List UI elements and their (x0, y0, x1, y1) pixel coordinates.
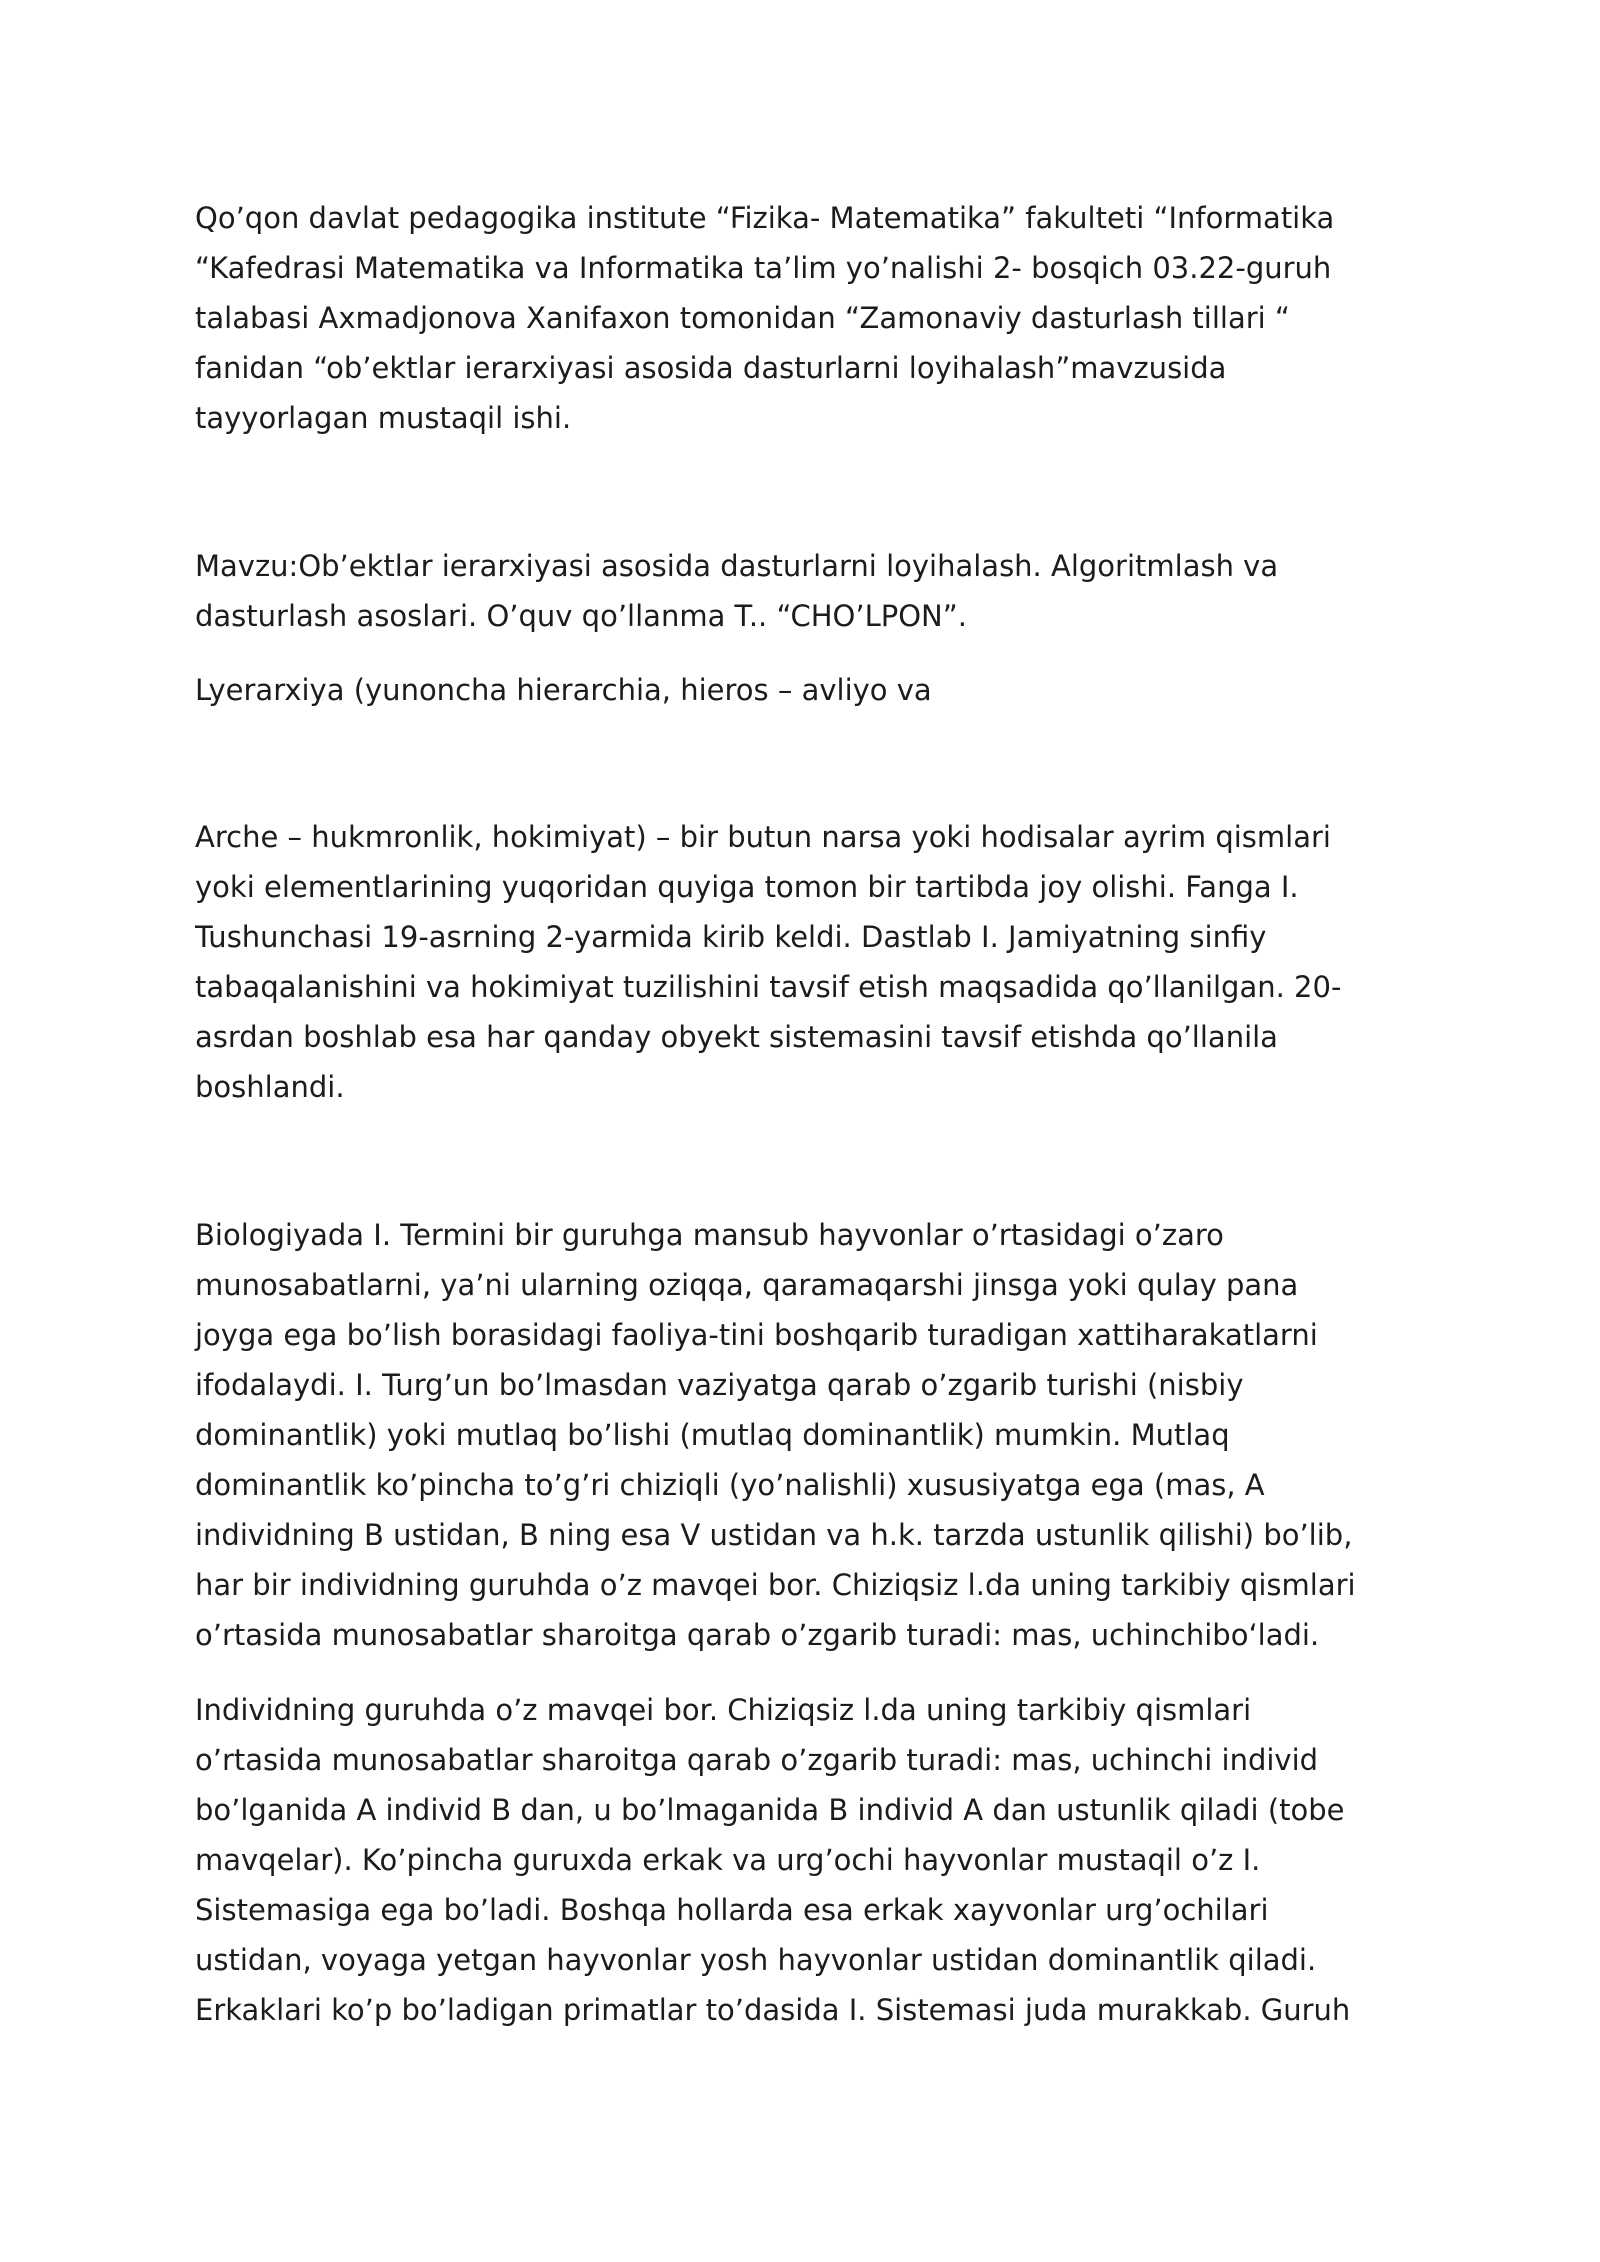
definition-paragraph: Lyerarxiya (yunoncha hierarchia, hieros – avliyo va (195, 673, 932, 707)
individual-paragraph: Individning guruhda o’z mavqei bor. Chiziqsiz l.da uning tarkibiy qismlari o’rtasida munosabatlar sharoitga qarab o’zgarib turadi: mas, uchinchi individ bo’lganida A individ B dan, u bo’lmaganida B individ A dan ustunlik qiladi (tobe mavqelar). Ko’pincha guruxda erkak va urg’ochi hayvonlar mustaqil o’z I. Sistemasiga ega bo’ladi. Boshqa hollarda esa erkak xayvonlar urg’ochilari ustidan, voyaga yetgan hayvonlar yosh hayvonlar ustidan dominantlik qiladi. Erkaklari ko’p bo’ladigan primatlar to’dasida I. Sistemasi juda murakkab. Guruh (195, 1693, 1351, 2027)
topic-paragraph: Mavzu:Ob’ektlar ierarxiyasi asosida dasturlarni loyihalash. Algoritmlash va dasturlash asoslari. O’quv qo’llanma T.. “CHO’LPON”. (195, 549, 1279, 633)
history-paragraph: Arche – hukmronlik, hokimiyat) – bir butun narsa yoki hodisalar ayrim qismlari yoki elementlarining yuqoridan quyiga tomon bir tartibda joy olishi. Fanga I. Tushunchasi 19-asrning 2-yarmida kirib keldi. Dastlab I. Jamiyatning sinfiy tabaqalanishini va hokimiyat tuzilishini tavsif etish maqsadida qo’llanilgan. 20- asrdan boshlab esa har qanday obyekt sistemasini tavsif etishda qo’llanila boshlandi. (195, 820, 1342, 1104)
biology-paragraph: Biologiyada I. Termini bir guruhga mansub hayvonlar o’rtasidagi o’zaro munosabatlarni, ya’ni ularning oziqqa, qaramaqarshi jinsga yoki qulay pana joyga ega bo’lish borasidagi faoliya-tini boshqarib turadigan xattiharakatlarni ifodalaydi. I. Turg’un bo’lmasdan vaziyatga qarab o’zgarib turishi (nisbiy dominantlik) yoki mutlaq bo’lishi (mutlaq dominantlik) mumkin. Mutlaq dominantlik ko’pincha to’g’ri chiziqli (yo’nalishli) xususiyatga ega (mas, A individning B ustidan, B ning esa V ustidan va h.k. tarzda ustunlik qilishi) bo’lib, har bir individning guruhda o’z mavqei bor. Chiziqsiz l.da uning tarkibiy qismlari o’rtasida munosabatlar sharoitga qarab o’zgarib turadi: mas, uchinchibo‘ladi. (195, 1218, 1356, 1652)
title-paragraph: Qo’qon davlat pedagogika institute “Fizika- Matematika” fakulteti “Informatika “Kafedrasi Matematika va Informatika ta’lim yo’nalishi 2- bosqich 03.22-guruh talabasi Axmadjonova Xanifaxon tomonidan “Zamonaviy dasturlash tillari “ fanidan “ob’ektlar ierarxiyasi asosida dasturlarni loyihalash”mavzusida tayyorlagan mustaqil ishi. (195, 201, 1335, 435)
